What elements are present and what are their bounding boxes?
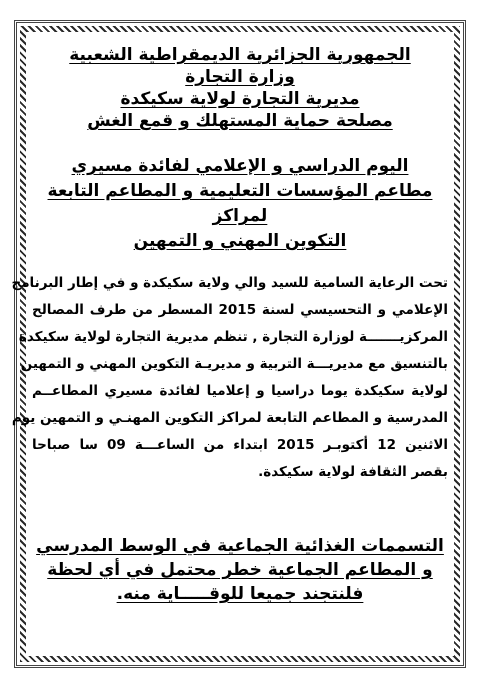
body-line: الإعلامي و التحسيسي لسنة 2015 المسطر من طرف المصالح	[32, 302, 448, 318]
body-line: الاثنين 12 أكتوبـر 2015 ابتداء من الساعـــة 09 سا صباحا	[32, 437, 449, 453]
body-line: تحت الرعاية السامية للسيد والي ولاية سكيكدة و في إطار البرنامج	[11, 275, 448, 291]
document-title	[28, 154, 452, 254]
document-body	[11, 270, 452, 486]
warning-message	[28, 534, 452, 606]
body-line: المدرسية و المطاعم التابعة لمراكز التكوين المهنـي و التمهين يوم	[11, 410, 448, 426]
title-line-3: التكوين المهني و التمهين	[133, 231, 347, 251]
warning-line-1: التسممات الغذائية الجماعية في الوسط المدرسي	[36, 536, 444, 556]
header-directorate: مديرية التجارة لولاية سكيكدة	[120, 89, 360, 109]
body-line: لولاية سكيكدة يوما دراسيا و إعلاميا لفائدة مسيري المطاعــم	[32, 383, 448, 399]
body-line: المركزيـــــــة لوزارة التجارة , تنظم مديرية التجارة لولاية سكيكدة	[18, 329, 448, 345]
header-service: مصلحة حماية المستهلك و قمع الغش	[87, 111, 393, 131]
document-header	[28, 44, 452, 132]
title-line-2: مطاعم المؤسسات التعليمية و المطاعم التابعة لمراكز	[47, 181, 433, 226]
body-line: بقصر الثقافة لولاية سكيكدة.	[258, 464, 448, 480]
header-republic: الجمهورية الجزائرية الديمقراطية الشعبية	[69, 45, 411, 65]
body-line: بالتنسيق مع مديريـــة التربية و مديريـة التكوين المهني و التمهين	[20, 356, 448, 372]
header-ministry: وزارة التجارة	[185, 67, 295, 87]
warning-line-2: و المطاعم الجماعية خطر محتمل في أي لحظة	[47, 560, 433, 580]
warning-line-3: فلنتجند جميعا للوقـــــاية منه.	[116, 584, 364, 604]
title-line-1: اليوم الدراسي و الإعلامي لفائدة مسيري	[71, 156, 409, 176]
document-content	[11, 44, 452, 654]
